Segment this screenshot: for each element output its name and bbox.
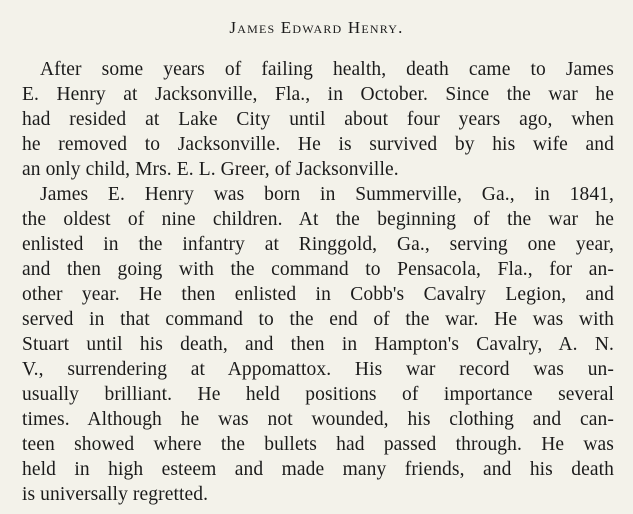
paragraph-2-line-11: teen showed where the bullets had passed through. He was (22, 434, 614, 455)
paragraph-2-line-13: is universally regretted. (22, 484, 209, 505)
paragraph-2-line-6: served in that command to the end of the war. He was with (22, 309, 614, 330)
paragraph-2-line-4: and then going with the command to Pensacola, Fla., for an- (22, 259, 614, 280)
paragraph-2-line-9: usually brilliant. He held positions of importance several (22, 384, 614, 405)
paragraph-2-line-10: times. Although he was not wounded, his clothing and can- (22, 409, 614, 430)
paragraph-1-line-2: E. Henry at Jacksonville, Fla., in October. Since the war he (22, 84, 614, 105)
paragraph-1-line-1: After some years of failing health, death came to James (40, 59, 614, 80)
paragraph-1-line-4: he removed to Jacksonville. He is survived by his wife and (22, 134, 614, 155)
paragraph-2-line-1: James E. Henry was born in Summerville, Ga., in 1841, (40, 184, 614, 205)
paragraph-2-line-3: enlisted in the infantry at Ringgold, Ga., serving one year, (22, 234, 614, 255)
paragraph-2-line-5: other year. He then enlisted in Cobb's Cavalry Legion, and (22, 284, 614, 305)
paragraph-2-line-8: V., surrendering at Appomattox. His war record was un- (22, 359, 614, 380)
paragraph-1-line-3: had resided at Lake City until about four years ago, when (22, 109, 614, 130)
paragraph-1-line-5: an only child, Mrs. E. L. Greer, of Jacksonville. (22, 159, 399, 180)
paragraph-2-line-2: the oldest of nine children. At the beginning of the war he (22, 209, 614, 230)
paragraph-2-line-7: Stuart until his death, and then in Hampton's Cavalry, A. N. (22, 334, 614, 355)
paragraph-2-line-12: held in high esteem and made many friends, and his death (22, 459, 614, 480)
obituary-title: James Edward Henry. (229, 18, 404, 37)
